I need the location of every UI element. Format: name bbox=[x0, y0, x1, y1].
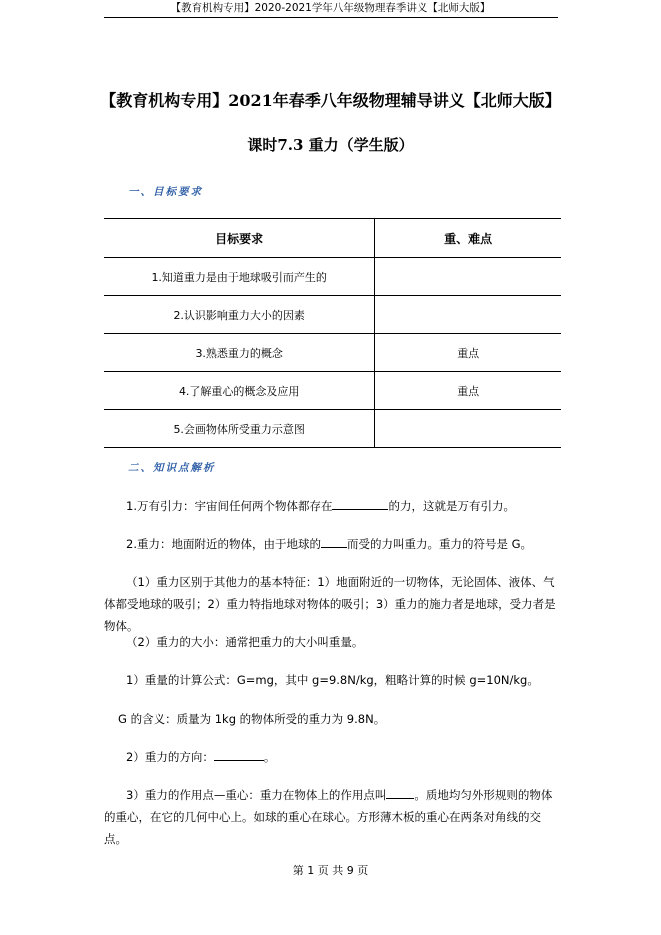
goal-cell: 2.认识影响重力大小的因素 bbox=[104, 296, 375, 334]
paragraph-g-meaning: G 的含义：质量为 1kg 的物体所受的重力为 9.8N。 bbox=[118, 712, 386, 726]
table-row bbox=[104, 372, 561, 410]
table-header-level: 重、难点 bbox=[375, 219, 561, 258]
fill-blank bbox=[386, 798, 414, 799]
paragraph-universal-gravitation bbox=[104, 495, 562, 517]
page-footer: 第 1 页 共 9 页 bbox=[292, 864, 369, 877]
lesson-subtitle: 课时7.3 重力（学生版） bbox=[247, 136, 414, 154]
paragraph-center-of-gravity bbox=[104, 784, 562, 850]
paragraph-text: 3）重力的作用点—重心：重力在物体上的作用点叫 bbox=[126, 788, 387, 802]
table-row bbox=[104, 296, 561, 334]
paragraph-gravity-magnitude: （2）重力的大小：通常把重力的大小叫重量。 bbox=[126, 635, 364, 649]
goal-cell: 5.会画物体所受重力示意图 bbox=[104, 410, 375, 448]
paragraph-gravity-definition bbox=[104, 533, 562, 555]
paragraph-text: 2.重力：地面附近的物体，由于地球的 bbox=[126, 537, 321, 551]
paragraph-text: 而受的力叫重力。重力的符号是 G。 bbox=[346, 537, 533, 551]
table-header-goal: 目标要求 bbox=[104, 219, 375, 258]
document-title: 【教育机构专用】2021年春季八年级物理辅导讲义【北师大版】 bbox=[100, 91, 561, 110]
goals-table bbox=[104, 218, 561, 448]
section-heading-goals: 一、目标要求 bbox=[128, 186, 203, 198]
fill-blank bbox=[214, 760, 264, 761]
paragraph-gravity-direction bbox=[104, 746, 562, 768]
goal-cell: 3.熟悉重力的概念 bbox=[104, 334, 375, 372]
fill-blank bbox=[321, 547, 347, 548]
fill-blank bbox=[332, 509, 388, 510]
level-cell: 重点 bbox=[375, 334, 561, 372]
page-header: 【教育机构专用】2020-2021学年八年级物理春季讲义【北师大版】 bbox=[170, 2, 491, 14]
paragraph-text: 1.万有引力：宇宙间任何两个物体都存在 bbox=[126, 499, 333, 513]
table-row bbox=[104, 410, 561, 448]
paragraph-text: 。 bbox=[263, 750, 276, 764]
table-header-row bbox=[104, 219, 561, 258]
goal-cell: 1.知道重力是由于地球吸引而产生的 bbox=[104, 258, 375, 296]
header-rule bbox=[104, 17, 558, 18]
paragraph-text: 2）重力的方向： bbox=[126, 750, 214, 764]
paragraph-gravity-features: （1）重力区别于其他力的基本特征：1）地面附近的一切物体，无论固体、液体、气体都受地球的吸引；2）重力特指地球对物体的吸引；3）重力的施力者是地球，受力者是物体。 bbox=[104, 575, 556, 633]
paragraph-text: 的力，这就是万有引力。 bbox=[388, 499, 515, 513]
goal-cell: 4.了解重心的概念及应用 bbox=[104, 372, 375, 410]
level-cell bbox=[375, 258, 561, 296]
level-cell bbox=[375, 410, 561, 448]
paragraph-weight-formula: 1）重量的计算公式：G=mg，其中 g=9.8N/kg，粗略计算的时候 g=10N/kg。 bbox=[126, 673, 539, 687]
section-heading-knowledge: 二、知识点解析 bbox=[128, 462, 216, 474]
table-row bbox=[104, 258, 561, 296]
paragraph-text: 。质地均匀外形规则的物体的重心，在它的几何中心上。如球的重心在球心。方形薄木板的重心在两条对角线的交点。 bbox=[104, 788, 553, 846]
level-cell: 重点 bbox=[375, 372, 561, 410]
level-cell bbox=[375, 296, 561, 334]
table-row bbox=[104, 334, 561, 372]
